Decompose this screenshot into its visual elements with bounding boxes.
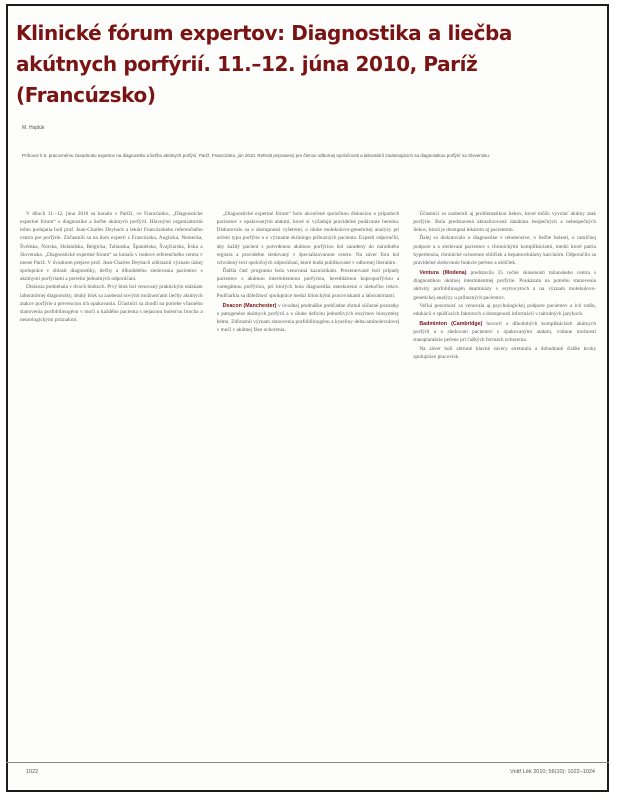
footer-divider (6, 762, 609, 763)
body-paragraph: Veľká pozornosť sa venovala aj psychologickej podpore pacientov a ich rodín, edukácii o spúšťacích faktoroch a dostupnosti informácií v národných jazykoch. (413, 302, 597, 317)
column-2 (217, 210, 400, 758)
article-author: M. Hajdúk (22, 125, 45, 131)
body-paragraph: Diskusia prebiehala v dvoch blokoch. Prvý blok bol venovaný praktickým otázkam laboratórnej diagnostiky, druhý blok sa zaoberal novými možnosťami liečby akútnych atakov porfýrie a prevenciou ich opakovania. Účastníci sa zhodli na potrebe včasného stanovenia porfobilinogénu v moči u každého pacienta s nejasnou bolesťou brucha a neurologickými príznakmi. (20, 284, 203, 324)
section-text: predstavila 25 ročné skúsenosti talianskeho centra s diagnostikou akútnej intermitentnej porfýrie. Poukázala na potrebu stanovenia aktivity porfobilinogén deaminázy v erytrocytoch a na význam molekulovo-genetickej analýzy u príbuzných pacientov. (413, 270, 597, 301)
section-paragraph (413, 320, 596, 344)
section-lead: Deacon (Manchester) (222, 302, 277, 309)
section-text: v úvodnej prednáške prehľadne zhrnul súčasné poznatky o patogenéze akútnych porfýrií a o úlohe deficitu jednotlivých enzýmov biosyntézy hému. Zdôraznil význam stanovenia porfobilinogénu a kyseliny delta-aminolevulovej v moči v akútnej fáze ochorenia. (216, 302, 400, 334)
section-lead: Ventura (Modena) (419, 270, 467, 277)
section-paragraph (217, 302, 400, 335)
body-paragraph: „Diagnostické expertné fórum“ bolo ukončené spoločnou diskusiou o prípadoch pacientov s opakovanými atakmi, ktoré si vyžadujú pravidelné podávanie hemínu. Diskutovalo sa o dostupnosti vyšetrení, o úlohe molekulovo-genetickej analýzy pri určení typu porfýrie a o význame skríningu príbuzných pacienta. Experti odporučili, aby každý pacient s potvrdenou akútnou porfýriou bol zaradený do národného registra a pravidelne sledovaný v špecializovanom centre. Na záver fóra bol schválený text spoločných odporúčaní, ktoré budú publikované v odbornej literatúre. (216, 211, 400, 266)
body-paragraph: Účastníci sa zaoberali aj problematikou liekov, ktoré môžu vyvolať akútny atak porfýrie. Bola predstavená aktualizovaná databáza bezpečných a nebezpečných liekov, ktorá je dostupná lekárom aj pacientom. (413, 211, 597, 234)
section-paragraph (413, 269, 596, 302)
article-body (20, 210, 596, 758)
body-paragraph: Na záver boli zhrnuté hlavné závery stretnutia a dohodnuté ďalšie kroky spolupráce pracovísk. (413, 345, 597, 360)
column-1 (20, 210, 203, 758)
page-number: 1022 (26, 769, 39, 775)
body-paragraph: V dňoch 11.–12. júna 2010 sa konalo v Paríži, vo Francúzsku, „Diagnostické expertné fórum“ o diagnostike a liečbe akútnych porfýrií. Hlavnými organizátormi tohto podujatia boli prof. Jean-Charles Deybach a lekári Francúzskeho referenčného centra pre porfýrie. Zúčastnili sa na ňom experti z Francúzska, Anglicka, Nemecka, Švédska, Nórska, Holandska, Belgicka, Talianska, Španielska, Švajčiarska, Írska a Slovenska. „Diagnostické expertné fórum“ sa konalo v budove referenčného centra v meste Paríž. V úvodnom prejave prof. Jean-Charles Deybach zdôraznil význam úzkej spolupráce v oblasti diagnostiky, liečby a dlhodobého sledovania pacientov s akútnymi porfýriami a potrebu jednotných odporúčaní. (20, 211, 203, 283)
body-paragraph: Ďalšia časť programu bola venovaná kazuistikám. Prezentované boli prípady pacientov s akútnou intermitentnou porfýriou, hereditárnou koproporfýriou a variegátnou porfýriou, pri ktorých bola diagnostika oneskorená o niekoľko rokov. Podčiarkla sa dôležitosť spolupráce medzi klinickými pracoviskami a laboratóriami. (216, 268, 400, 299)
section-text: hovoril o dlhodobých komplikáciách akútnych porfýrií a o sledovaní pacientov s opakovanými atakmi, vrátane možností transplantácie pečene pri ťažkých formách ochorenia. (413, 321, 597, 344)
journal-reference: Vnitř Lék 2010; 56(10): 1022–1024 (509, 769, 595, 775)
article-intro: Príhovor k 5. pracovnému zasadnutiu expertov na diagnostiku a liečbu akútnych porfýrií, Paríž, Francúzsko, jún 2010. Referát pripravený pre členov odbornej spoločnosti a laboratórií zaoberajúcich sa diagnostikou porfýrií na Slovensku. (22, 153, 491, 158)
body-paragraph: Ďalej sa diskutovalo o diagnostike v tehotenstve, o liečbe bolesti, o nutričnej podpore a o sledovaní pacientov s chronickými komplikáciami, medzi ktoré patria hypertenzia, chronické ochorenie obličiek a hepatocelulárny karcinóm. Odporučilo sa pravidelné sledovanie funkcie pečene a obličiek. (413, 235, 597, 266)
section-lead: Badminton (Cambridge) (419, 321, 483, 328)
column-3 (413, 210, 596, 758)
article-title: Klinické fórum expertov: Diagnostika a liečba akútnych porfýrií. 11.–12. júna 2010, Paríž (Francúzsko) (16, 21, 513, 107)
